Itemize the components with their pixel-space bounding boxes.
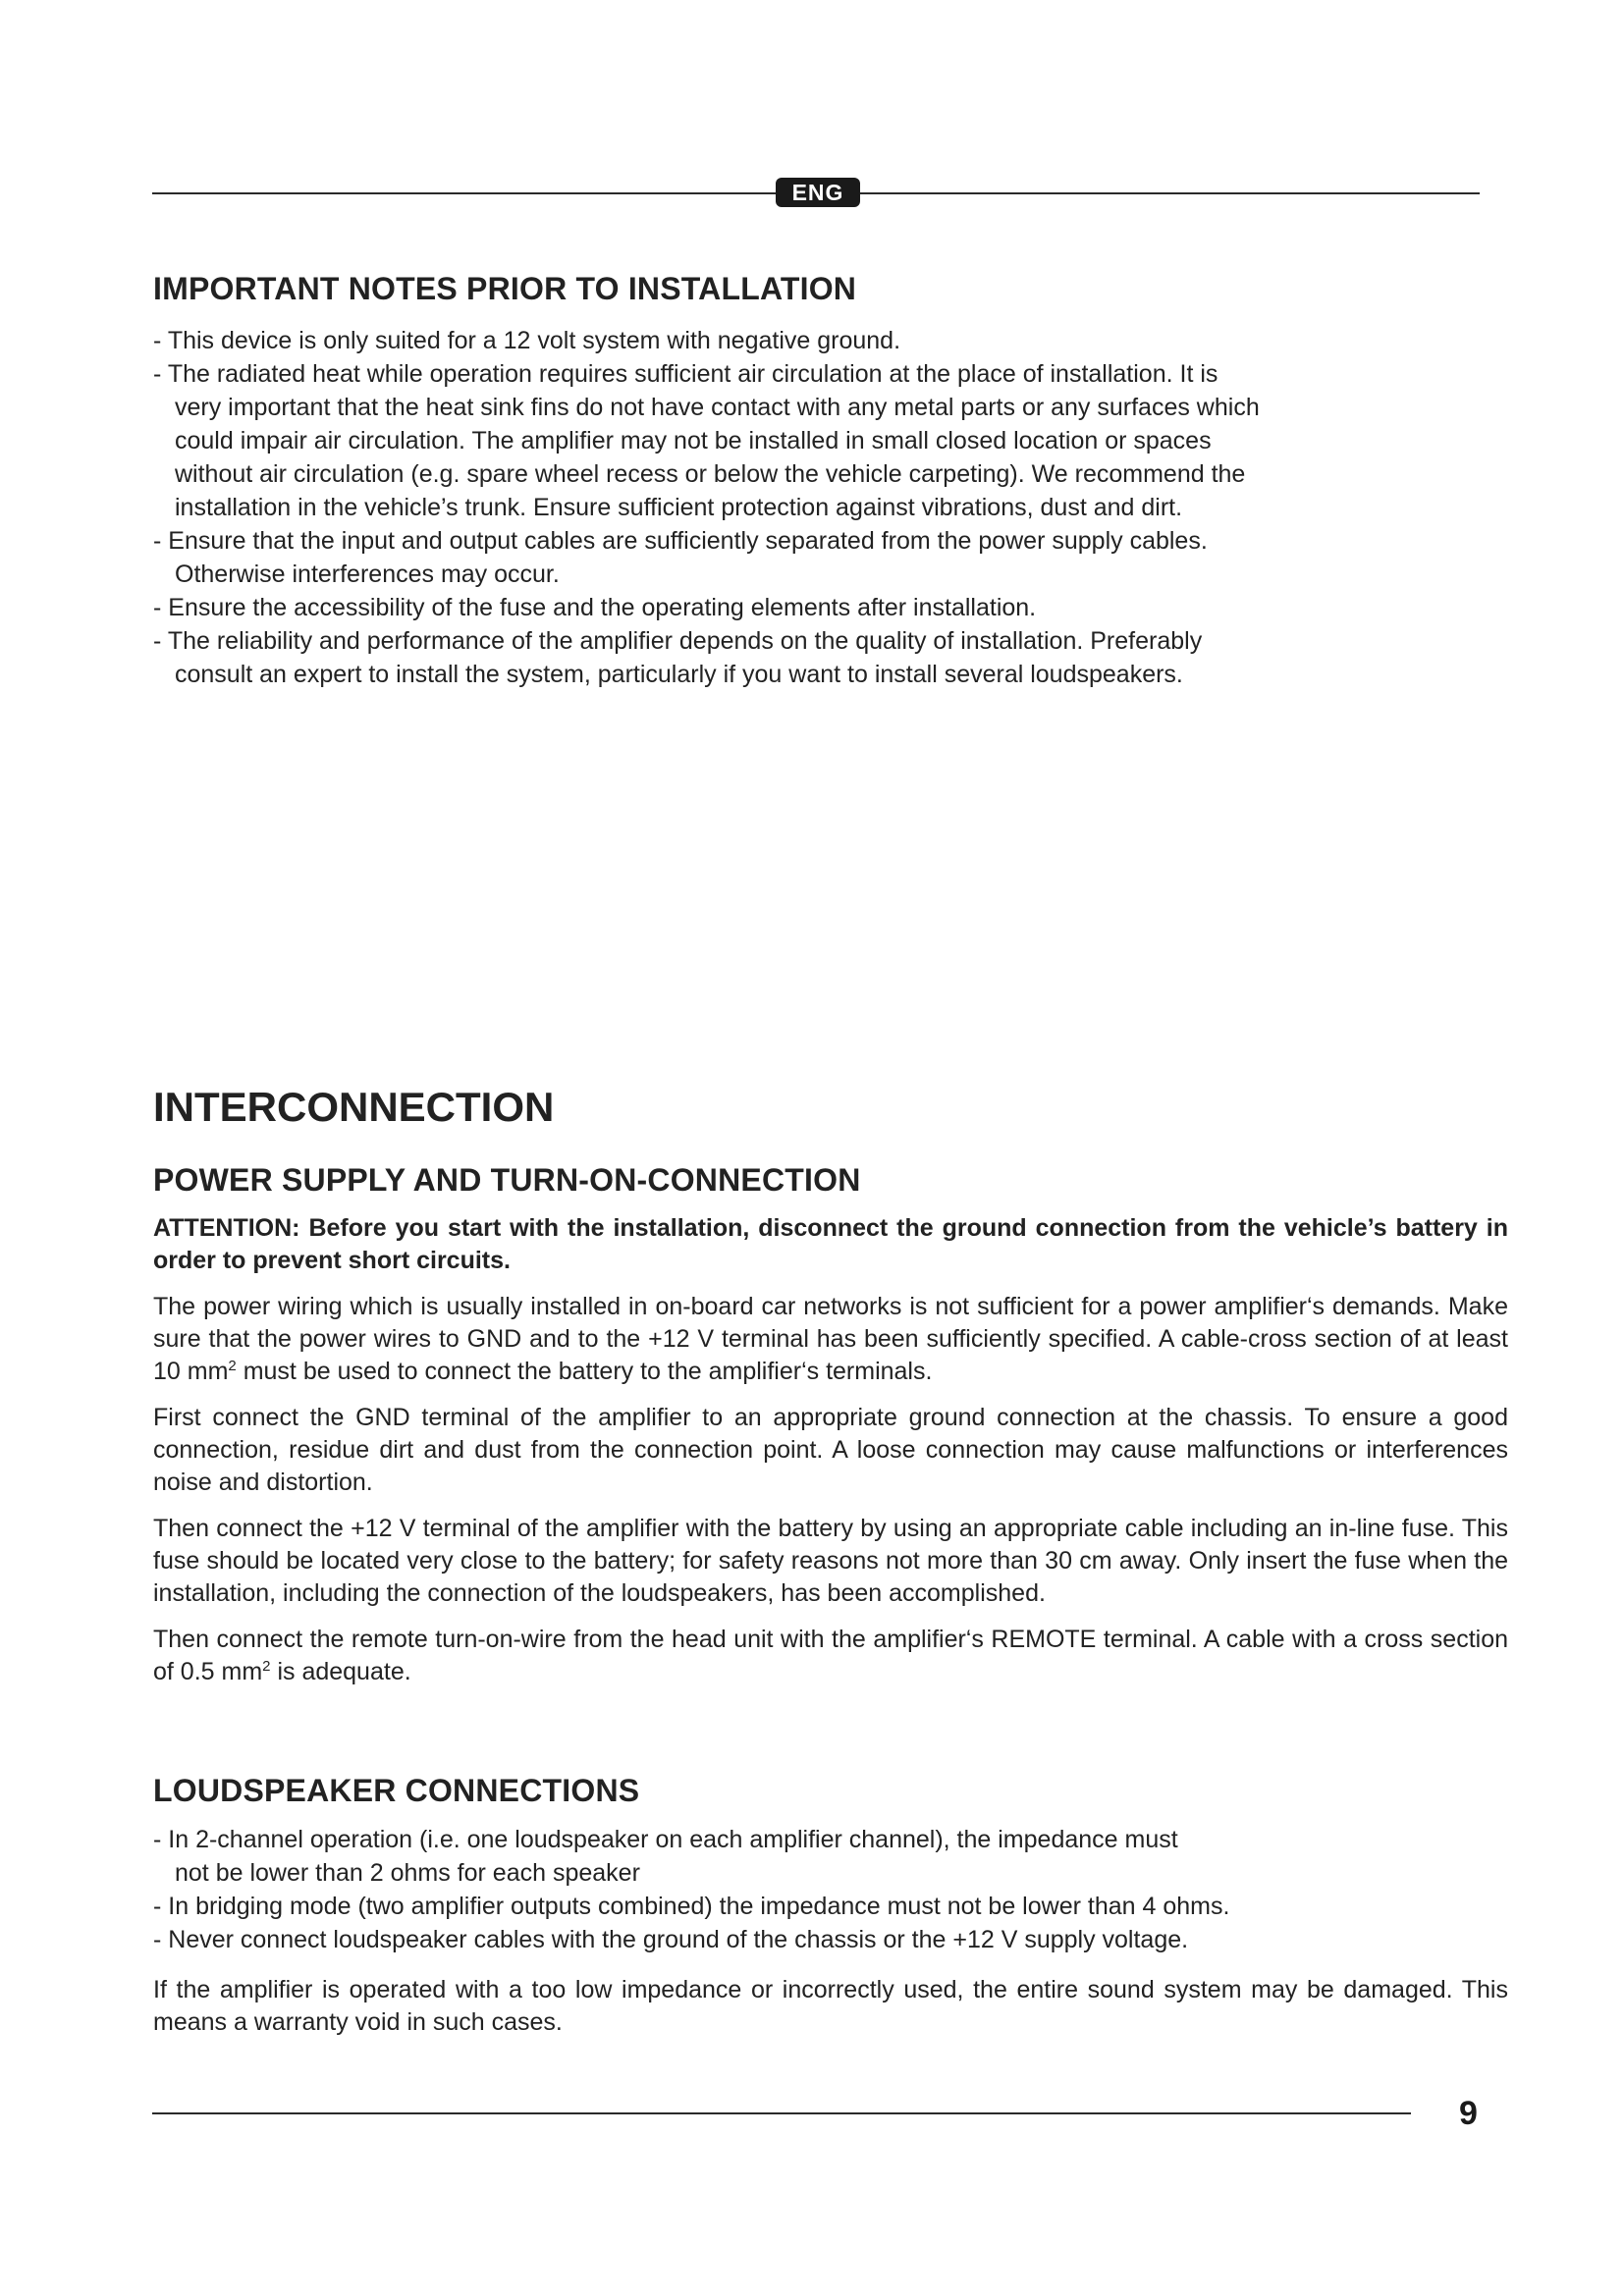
note-line: - Ensure that the input and output cables are sufficiently separated from the power supply cables. [153,527,1208,555]
loudspeaker-title: LOUDSPEAKER CONNECTIONS [153,1773,640,1808]
note-line: - The reliability and performance of the amplifier depends on the quality of installation. Preferably [153,627,1203,655]
important-notes-list [153,324,1508,691]
note-line: installation in the vehicle’s trunk. Ensure sufficient protection against vibrations, dust and dirt. [175,494,1183,521]
note-line: Otherwise interferences may occur. [175,561,560,588]
attention-paragraph: ATTENTION: Before you start with the installation, disconnect the ground connection from the vehicle’s battery in order to prevent short circuits. [153,1214,1508,1274]
superscript-2: 2 [228,1358,237,1374]
power-supply-body [153,1212,1508,1688]
important-notes-section [153,271,1508,307]
warranty-warning: If the amplifier is operated with a too low impedance or incorrectly used, the entire sound system may be damaged. This means a warranty void in such cases. [153,1976,1508,2036]
superscript-2: 2 [262,1658,271,1675]
plus12v-paragraph: Then connect the +12 V terminal of the amplifier with the battery by using an appropriate cable including an in-line fuse. This fuse should be located very close to the battery; for safety reasons not more than 30 cm away. Only insert the fuse when the installation, including the connection of the loudspeakers, has been accomplished. [153,1515,1508,1607]
note-line: - The radiated heat while operation requires sufficient air circulation at the place of installation. It is [153,360,1218,388]
power-wiring-paragraph [153,1291,1508,1388]
note-line: without air circulation (e.g. spare wheel recess or below the vehicle carpeting). We recommend the [175,460,1246,488]
power-wiring-text: The power wiring which is usually installed in on-board car networks is not sufficient for a power amplifier‘s demands. Make sure that the power wires to GND and to the +12 V terminal has been sufficiently specified. A cable-cross section of at least 10 mm [153,1293,1508,1385]
speaker-line: - Never connect loudspeaker cables with the ground of the chassis or the +12 V supply voltage. [153,1926,1189,1953]
remote-text-end: is adequate. [270,1658,411,1685]
page-number: 9 [1459,2095,1478,2132]
note-line: - This device is only suited for a 12 volt system with negative ground. [153,327,901,354]
remote-text: Then connect the remote turn-on-wire from the head unit with the amplifier‘s REMOTE terminal. A cable with a cross section of 0.5 mm [153,1626,1508,1685]
language-badge: ENG [776,178,860,207]
power-supply-section [153,1162,1508,1199]
speaker-line: - In bridging mode (two amplifier outputs combined) the impedance must not be lower than 4 ohms. [153,1893,1230,1920]
speaker-line: - In 2-channel operation (i.e. one loudspeaker on each amplifier channel), the impedance must [153,1826,1178,1853]
interconnection-title: INTERCONNECTION [153,1084,555,1130]
power-wiring-text-end: must be used to connect the battery to the amplifier‘s terminals. [236,1358,933,1385]
ground-connection-paragraph: First connect the GND terminal of the amplifier to an appropriate ground connection at the chassis. To ensure a good connection, residue dirt and dust from the connection point. A loose connection may cause malfunctions or interferences noise and distortion. [153,1404,1508,1496]
loudspeaker-list [153,1823,1508,2039]
important-notes-title: IMPORTANT NOTES PRIOR TO INSTALLATION [153,271,857,306]
note-line: could impair air circulation. The amplifier may not be installed in small closed location or spaces [175,427,1212,454]
loudspeaker-section [153,1773,1508,1809]
remote-paragraph [153,1624,1508,1688]
power-supply-title: POWER SUPPLY AND TURN-ON-CONNECTION [153,1162,861,1198]
interconnection-heading-wrap [153,1084,1508,1131]
footer-rule [152,2112,1411,2114]
note-line: consult an expert to install the system, particularly if you want to install several loudspeakers. [175,661,1183,688]
note-line: very important that the heat sink fins do not have contact with any metal parts or any surfaces which [175,394,1260,421]
speaker-line: not be lower than 2 ohms for each speaker [175,1859,640,1887]
note-line: - Ensure the accessibility of the fuse and the operating elements after installation. [153,594,1037,621]
